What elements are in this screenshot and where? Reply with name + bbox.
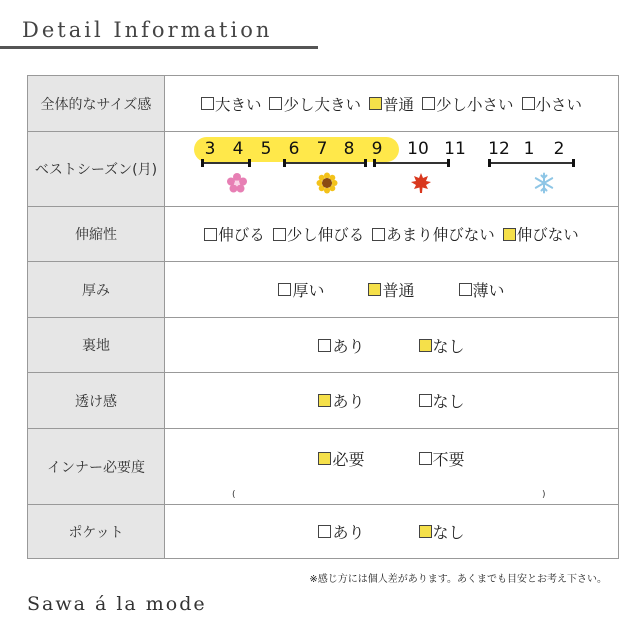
inner-options bbox=[165, 447, 618, 470]
checkbox-icon bbox=[269, 97, 282, 110]
row-label: ポケット bbox=[28, 505, 165, 559]
footnote: ※感じ方には個人差があります。あくまでも目安とお考え下さい。 bbox=[309, 574, 607, 585]
checkbox-icon bbox=[318, 339, 331, 352]
pocket-option bbox=[419, 520, 465, 543]
checkbox-icon bbox=[372, 228, 385, 241]
checkbox-icon bbox=[318, 525, 331, 538]
option-label: あり bbox=[332, 336, 365, 356]
month-label: 5 bbox=[260, 139, 272, 159]
checkbox-icon bbox=[459, 283, 472, 296]
option-label: 必要 bbox=[332, 450, 365, 469]
checked-box-icon bbox=[419, 339, 432, 352]
stretch-option bbox=[372, 223, 495, 245]
option-label: あまり伸びない bbox=[386, 226, 495, 244]
season-segment-tick bbox=[373, 159, 376, 167]
lining-options bbox=[165, 334, 618, 357]
page-title: Detail Information bbox=[22, 18, 273, 42]
row-label: 全体的なサイズ感 bbox=[28, 76, 165, 132]
row-sheerness bbox=[28, 373, 619, 429]
stretch-option bbox=[204, 223, 265, 245]
season-segment-tick bbox=[248, 159, 251, 167]
sheerness-option bbox=[318, 389, 364, 412]
month-label: 1 bbox=[523, 139, 535, 159]
option-label: 普通 bbox=[382, 281, 415, 300]
season-segment-tick bbox=[572, 159, 575, 167]
option-label: あり bbox=[332, 392, 365, 411]
season-segment-tick bbox=[201, 159, 204, 167]
season-segment-line bbox=[201, 162, 251, 164]
season-timeline bbox=[165, 132, 618, 206]
season-segment-line bbox=[283, 162, 367, 164]
checkbox-icon bbox=[419, 452, 432, 465]
maple-leaf-icon bbox=[410, 172, 432, 194]
season-segment-tick bbox=[283, 159, 286, 167]
month-label: 9 bbox=[371, 139, 383, 159]
option-label: 少し小さい bbox=[436, 95, 514, 114]
size-feel-option bbox=[201, 93, 262, 115]
checked-box-icon bbox=[318, 394, 331, 407]
sheerness-option bbox=[419, 389, 465, 412]
month-label: 6 bbox=[288, 139, 300, 159]
option-label: なし bbox=[432, 392, 465, 411]
lining-option bbox=[318, 334, 364, 357]
season-segment-line bbox=[373, 162, 450, 164]
checked-box-icon bbox=[503, 228, 516, 241]
stretch-option bbox=[503, 223, 579, 245]
detail-table bbox=[27, 75, 619, 559]
option-label: 伸びない bbox=[516, 226, 579, 244]
snowflake-icon bbox=[533, 172, 555, 194]
checkbox-icon bbox=[419, 394, 432, 407]
option-label: 厚い bbox=[292, 281, 325, 300]
title-underline bbox=[0, 46, 318, 49]
row-label: 伸縮性 bbox=[28, 207, 165, 262]
row-best-season bbox=[28, 132, 619, 207]
thickness-options bbox=[165, 278, 618, 301]
brand-logo: Sawa á la mode bbox=[27, 593, 207, 615]
sakura-icon bbox=[226, 172, 248, 194]
season-segment-line bbox=[488, 162, 575, 164]
checkbox-icon bbox=[204, 228, 217, 241]
month-label: 10 bbox=[407, 139, 429, 159]
option-label: 小さい bbox=[535, 95, 583, 114]
checked-box-icon bbox=[318, 452, 331, 465]
row-pocket bbox=[28, 505, 619, 559]
row-label: 裏地 bbox=[28, 318, 165, 373]
row-label: インナー必要度 bbox=[28, 429, 165, 505]
checked-box-icon bbox=[369, 97, 382, 110]
season-segment-tick bbox=[364, 159, 367, 167]
option-label: なし bbox=[432, 523, 465, 542]
option-label: 伸びる bbox=[218, 226, 265, 244]
pocket-options bbox=[165, 520, 618, 543]
checkbox-icon bbox=[522, 97, 535, 110]
thickness-option bbox=[368, 278, 414, 301]
note-paren-close: ) bbox=[542, 490, 546, 500]
row-lining bbox=[28, 318, 619, 373]
option-label: あり bbox=[332, 523, 365, 542]
thickness-option bbox=[278, 278, 324, 301]
size-feel-option bbox=[522, 93, 583, 115]
row-label: 厚み bbox=[28, 262, 165, 318]
stretch-option bbox=[273, 223, 365, 245]
option-label: 少し伸びる bbox=[286, 226, 365, 244]
size-feel-option bbox=[369, 93, 414, 115]
option-label: 薄い bbox=[472, 281, 505, 300]
sunflower-icon bbox=[316, 172, 338, 194]
option-label: 少し大きい bbox=[283, 95, 361, 114]
row-size-feel bbox=[28, 76, 619, 132]
row-stretch bbox=[28, 207, 619, 262]
inner-option bbox=[419, 447, 465, 470]
size-feel-options bbox=[165, 93, 618, 115]
option-label: なし bbox=[432, 336, 465, 356]
month-label: 11 bbox=[444, 139, 466, 159]
month-label: 2 bbox=[553, 139, 565, 159]
row-label: ベストシーズン(月) bbox=[28, 132, 165, 207]
season-segment-tick bbox=[447, 159, 450, 167]
month-label: 7 bbox=[316, 139, 328, 159]
checked-box-icon bbox=[368, 283, 381, 296]
lining-option bbox=[419, 334, 465, 357]
inner-option bbox=[318, 447, 364, 470]
row-thickness bbox=[28, 262, 619, 318]
month-label: 12 bbox=[488, 139, 510, 159]
option-label: 不要 bbox=[432, 450, 465, 469]
checkbox-icon bbox=[273, 228, 286, 241]
month-label: 3 bbox=[204, 139, 216, 159]
checkbox-icon bbox=[278, 283, 291, 296]
checkbox-icon bbox=[422, 97, 435, 110]
stretch-options bbox=[165, 223, 618, 245]
season-segment-tick bbox=[488, 159, 491, 167]
note-paren-open: ( bbox=[232, 490, 236, 500]
month-label: 8 bbox=[343, 139, 355, 159]
pocket-option bbox=[318, 520, 364, 543]
row-label: 透け感 bbox=[28, 373, 165, 429]
checked-box-icon bbox=[419, 525, 432, 538]
option-label: 大きい bbox=[214, 95, 262, 114]
sheerness-options bbox=[165, 389, 618, 412]
size-feel-option bbox=[422, 93, 514, 115]
option-label: 普通 bbox=[382, 95, 414, 114]
month-label: 4 bbox=[232, 139, 244, 159]
size-feel-option bbox=[269, 93, 361, 115]
checkbox-icon bbox=[201, 97, 214, 110]
thickness-option bbox=[459, 278, 505, 301]
row-inner bbox=[28, 429, 619, 505]
